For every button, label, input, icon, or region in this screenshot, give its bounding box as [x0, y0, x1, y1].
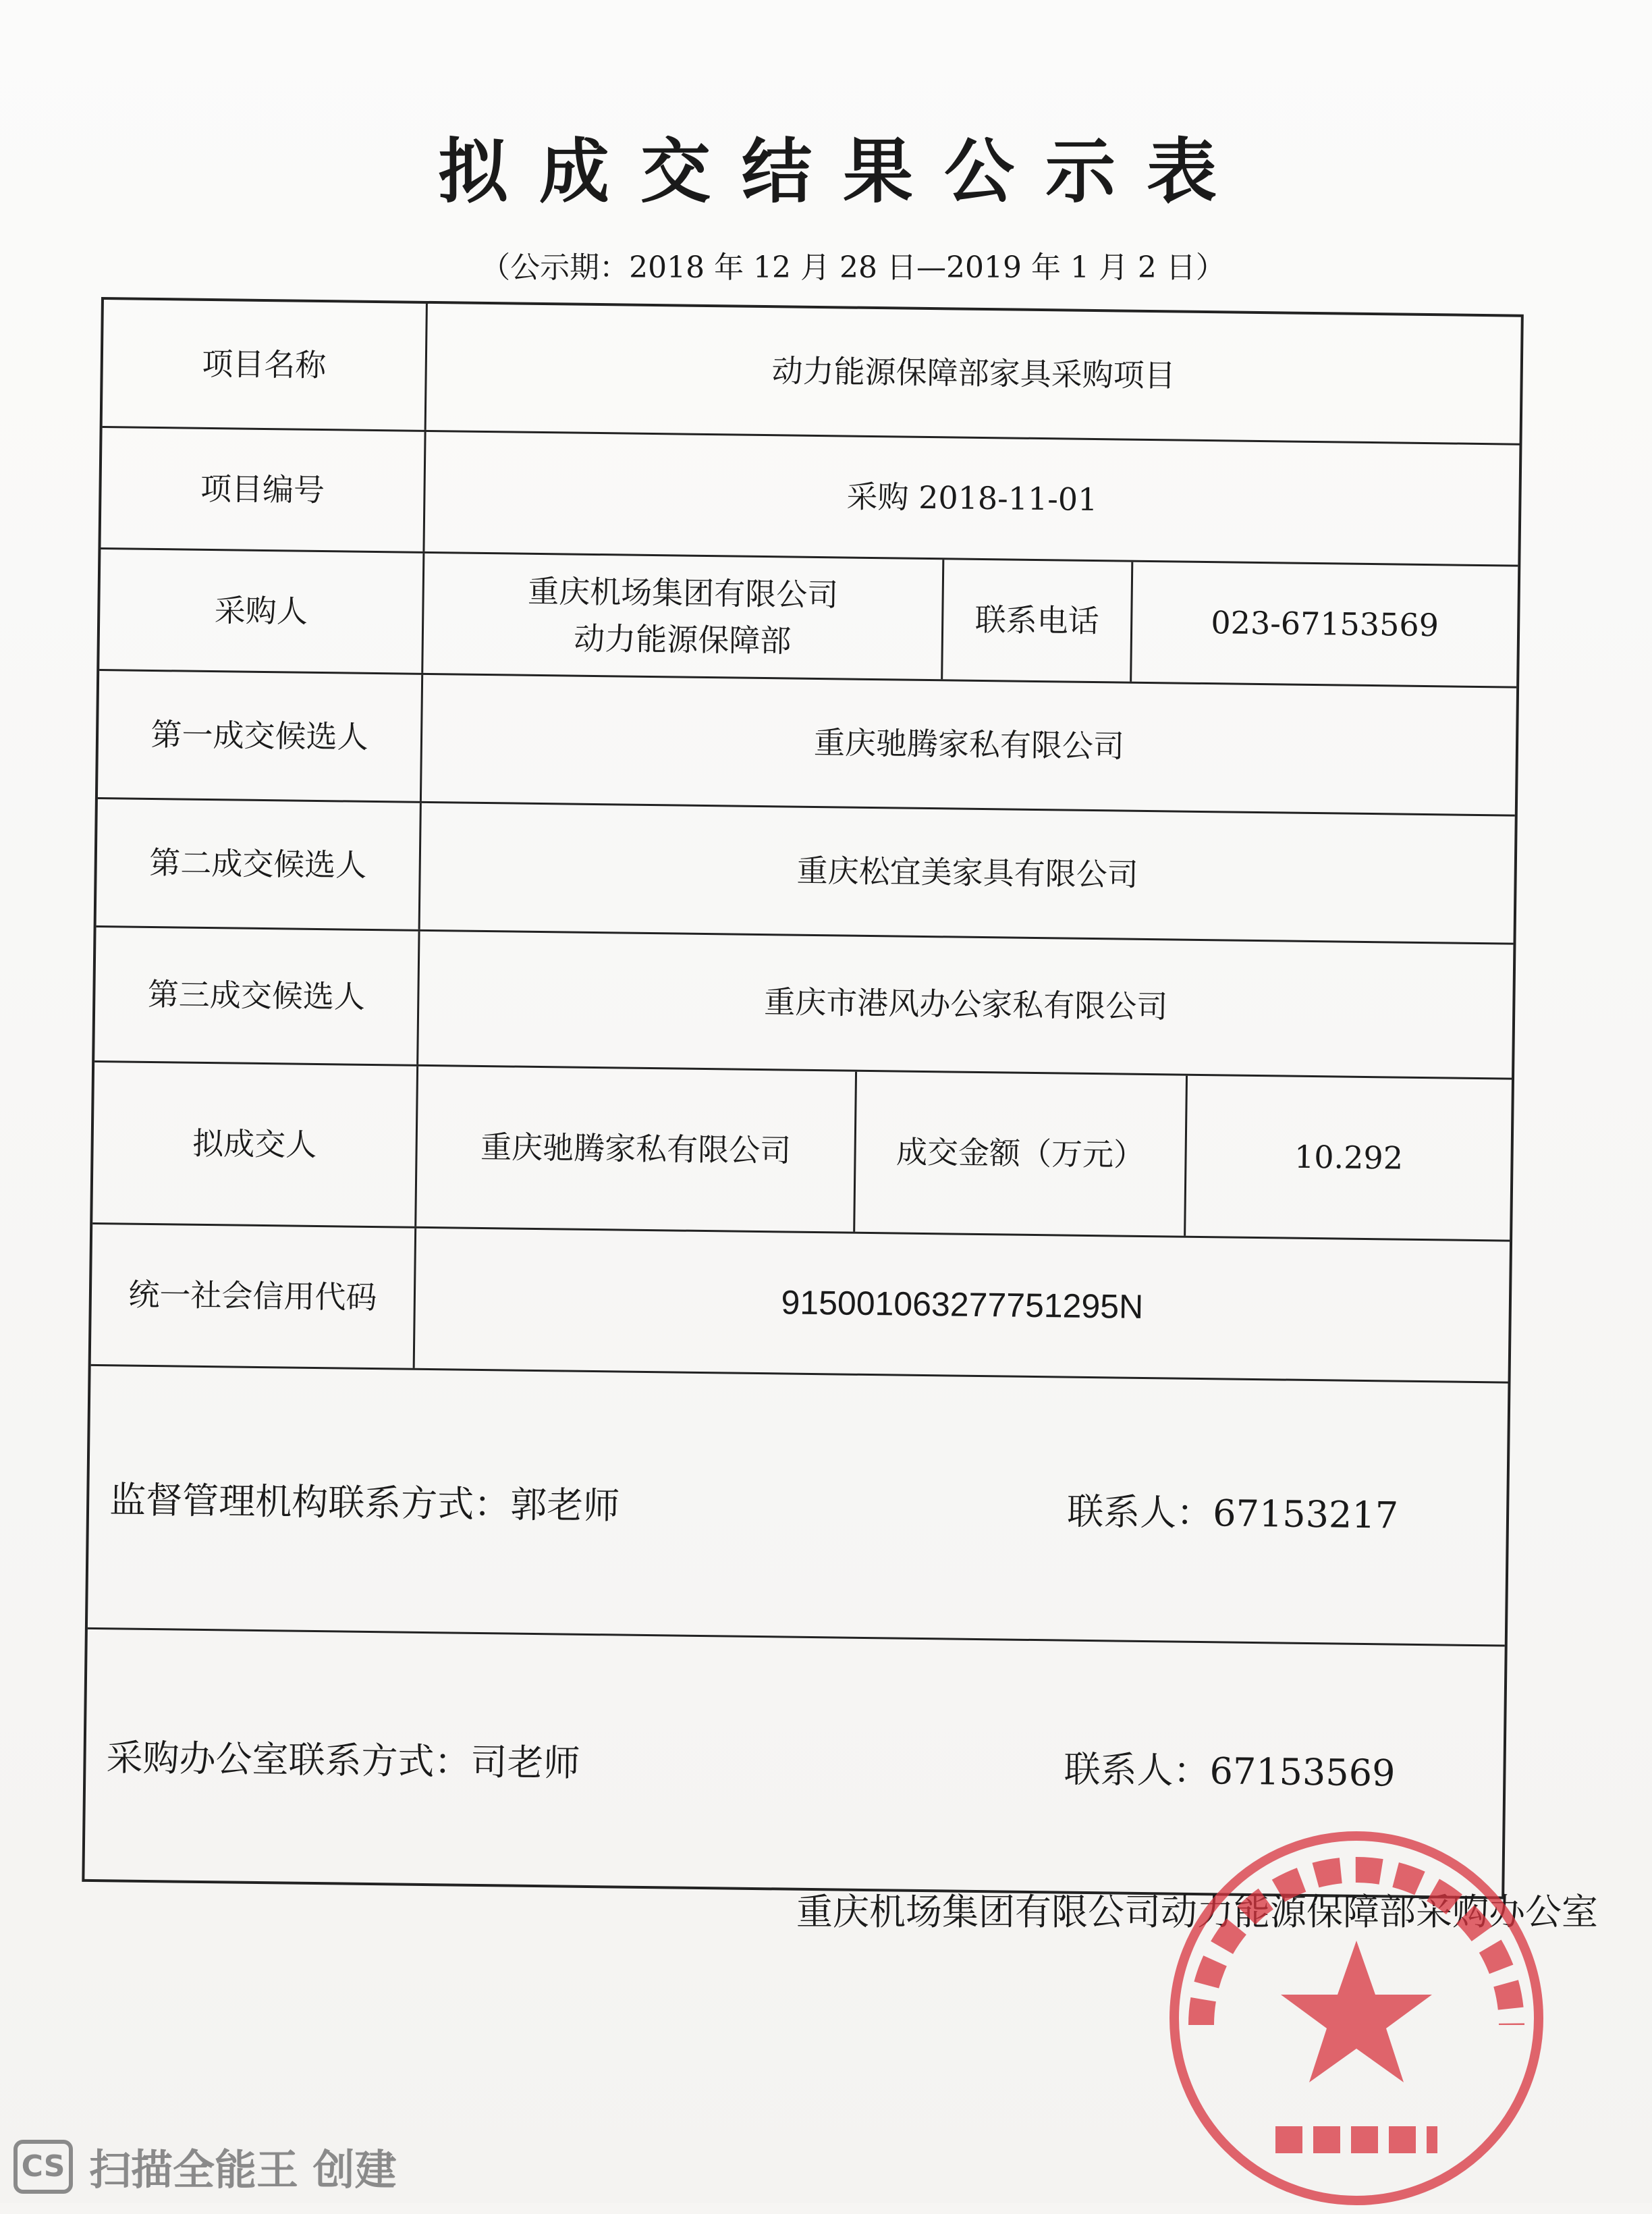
candidate-2-label: 第二成交候选人 [97, 799, 422, 929]
project-name-label: 项目名称 [103, 300, 428, 430]
row-supervision-contact [88, 1366, 1508, 1647]
candidate-3-value: 重庆市港风办公家私有限公司 [763, 983, 1168, 1025]
purchase-office-contact-text: 采购办公室联系方式：司老师 [106, 1735, 580, 1785]
project-name-value: 动力能源保障部家具采购项目 [771, 352, 1176, 394]
result-table [82, 297, 1524, 1899]
winner-label: 拟成交人 [92, 1062, 418, 1226]
official-seal [1161, 1823, 1552, 2214]
row-candidate-3 [94, 927, 1513, 1080]
amount-value: 10.292 [1294, 1138, 1404, 1177]
credit-code-value: 915001063277751295N [781, 1283, 1144, 1326]
candidate-3-label: 第三成交候选人 [94, 927, 420, 1064]
issuer-signature: 重庆机场集团有限公司动力能源保障部采购办公室 [796, 1891, 1598, 1933]
row-winner [92, 1062, 1512, 1242]
candidate-1-label: 第一成交候选人 [98, 671, 423, 801]
scanner-watermark [13, 2136, 397, 2196]
watermark-text: 扫描全能王 创建 [89, 2145, 397, 2194]
supervision-contact-text: 监督管理机构联系方式：郭老师 [109, 1478, 620, 1528]
project-no-value: 采购 2018-11-01 [846, 478, 1098, 518]
candidate-1-value: 重庆驰腾家私有限公司 [813, 724, 1125, 765]
buyer-label: 采购人 [99, 549, 424, 673]
supervision-contact-phone: 联系人：67153217 [1066, 1490, 1399, 1537]
row-buyer [99, 549, 1518, 688]
project-no-label: 项目编号 [101, 428, 426, 551]
row-candidate-2 [97, 799, 1515, 945]
buyer-value-line1: 重庆机场集团有限公司 [527, 572, 839, 613]
phone-value: 023-67153569 [1211, 604, 1439, 644]
purchase-office-contact-phone: 联系人：67153569 [1064, 1748, 1396, 1795]
camscanner-icon: CS [13, 2140, 73, 2194]
seal-star-icon [1281, 1941, 1432, 2082]
amount-label: 成交金额（万元） [855, 1072, 1188, 1236]
row-project-no [101, 428, 1519, 567]
row-credit-code [91, 1224, 1510, 1384]
credit-code-label: 统一社会信用代码 [91, 1224, 416, 1368]
phone-label: 联系电话 [943, 560, 1133, 681]
candidate-2-value: 重庆松宜美家具有限公司 [796, 852, 1138, 893]
row-project-name [103, 300, 1521, 446]
publicity-period: （公示期：2018 年 12 月 28 日—2019 年 1 月 2 日） [480, 250, 1226, 285]
document-title: 拟成交结果公示表 [437, 130, 1248, 213]
buyer-value-line2: 动力能源保障部 [574, 620, 792, 659]
row-candidate-1 [98, 671, 1516, 817]
buyer-value [423, 554, 944, 679]
winner-value: 重庆驰腾家私有限公司 [416, 1066, 857, 1232]
